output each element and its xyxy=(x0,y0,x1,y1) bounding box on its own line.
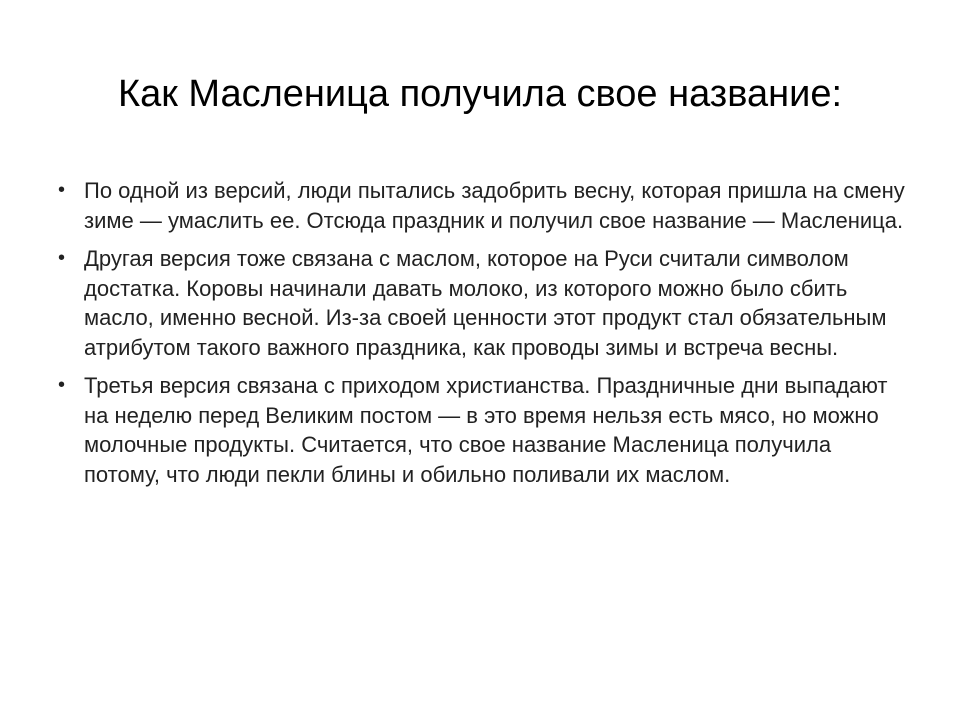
bullet-dot-icon: • xyxy=(58,247,66,269)
bullet-dot-icon: • xyxy=(58,374,66,396)
bullet-item-1 xyxy=(58,176,910,235)
bullet-dot-icon: • xyxy=(58,179,66,201)
bullet-text: Третья версия связана с приходом христианства. Праздничные дни выпадают на неделю перед Великим постом — в это время нельзя есть мясо, но можно молочные продукты. Считается, что свое название Масленица получила потому, что люди пекли блины и обильно поливали их маслом. xyxy=(84,373,888,487)
bullet-item-2 xyxy=(58,244,910,362)
bullet-item-3 xyxy=(58,371,910,489)
bullet-text: Другая версия тоже связана с маслом, которое на Руси считали символом достатка. Коровы начинали давать молоко, из которого можно было сбить масло, именно весной. Из-за своей ценности этот продукт стал обязательным атрибутом такого важного праздника, как проводы зимы и встреча весны. xyxy=(84,246,887,360)
bullet-text: По одной из версий, люди пытались задобрить весну, которая пришла на смену зиме — умаслить ее. Отсюда праздник и получил свое название — Масленица. xyxy=(84,178,905,233)
slide-title: Как Масленица получила свое название: xyxy=(117,73,843,115)
bullet-list xyxy=(58,176,910,498)
